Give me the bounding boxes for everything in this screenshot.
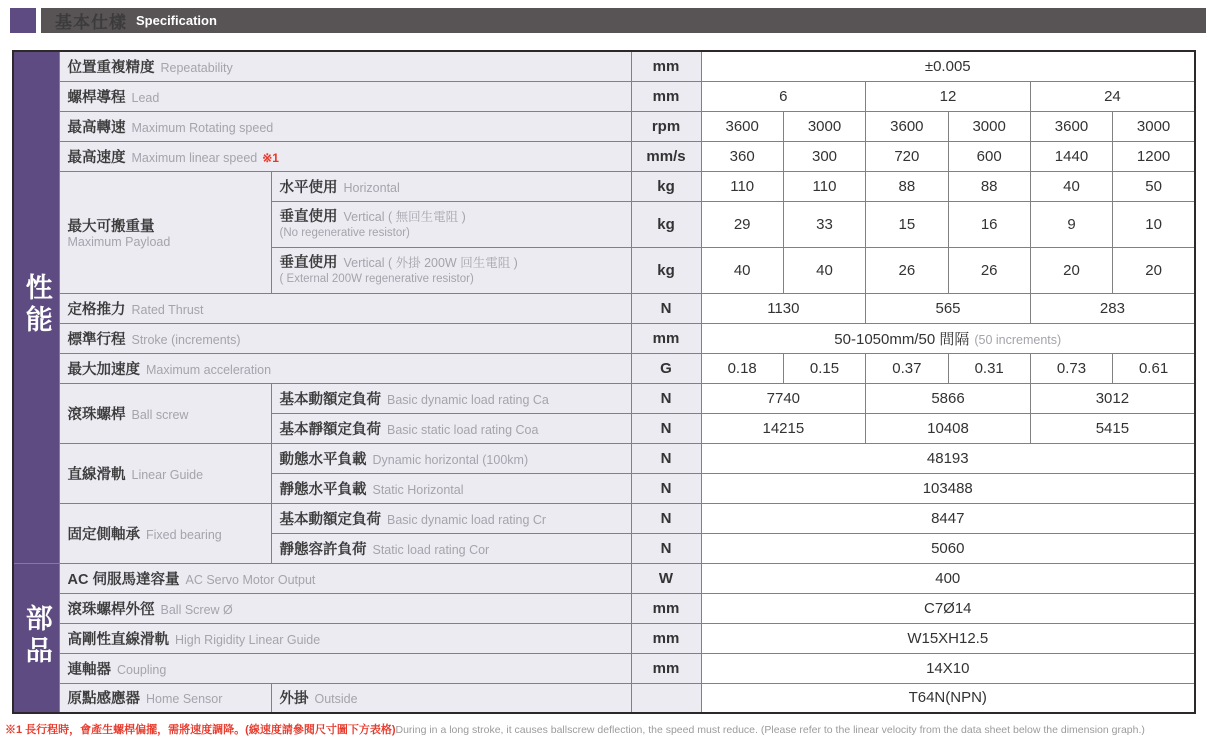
group-label-zh: 最大可搬重量	[67, 218, 155, 235]
table-row	[13, 503, 1195, 533]
unit-cell: mm	[631, 653, 701, 683]
page-title-en: Specification	[136, 13, 217, 28]
label-en: Basic dynamic load rating Ca	[387, 392, 549, 407]
label-cell	[271, 247, 631, 293]
label-cell	[59, 111, 631, 141]
value-cell: 40	[701, 247, 783, 293]
unit-cell	[631, 683, 701, 713]
label-zh: 動態水平負載	[279, 451, 367, 468]
unit-cell: G	[631, 353, 701, 383]
unit-cell: N	[631, 473, 701, 503]
label-cell	[271, 533, 631, 563]
label-cell	[271, 171, 631, 201]
unit-cell: N	[631, 383, 701, 413]
value-cell: 7740	[701, 383, 866, 413]
label-en: Dynamic horizontal (100km)	[372, 452, 529, 467]
value-cell: 103488	[701, 473, 1195, 503]
value-cell: 10408	[866, 413, 1031, 443]
label-en: Coupling	[117, 662, 167, 677]
label-cell	[59, 653, 631, 683]
label-en: Home Sensor	[146, 692, 223, 707]
label-cell	[271, 503, 631, 533]
value-cell: 283	[1030, 293, 1195, 323]
group-cell	[59, 383, 271, 443]
label-zh: 最高速度	[67, 149, 126, 166]
label-zh: 原點感應器	[67, 691, 140, 708]
accent-square	[10, 8, 36, 33]
value-cell	[701, 323, 1195, 353]
group-label-en: Ball screw	[131, 407, 189, 422]
footnote-en: During in a long stroke, it causes ballscrew deflection, the speed must reduce. (Please refer to the linear velocity from the data sheet below the dimension graph.)	[395, 724, 1145, 736]
value-cell: 15	[866, 201, 948, 247]
value-cell: T64N(NPN)	[701, 683, 1195, 713]
unit-cell: W	[631, 563, 701, 593]
table-row	[13, 623, 1195, 653]
value-cell: 400	[701, 563, 1195, 593]
table-row	[13, 443, 1195, 473]
table-row	[13, 293, 1195, 323]
label-en: Basic dynamic load rating Cr	[387, 512, 547, 527]
value-cell: ±0.005	[701, 51, 1195, 81]
group-label-en: Maximum Payload	[67, 234, 171, 249]
page-title: 基本仕樣	[55, 13, 127, 32]
value-cell: 110	[701, 171, 783, 201]
label-zh: AC 伺服馬達容量	[67, 571, 180, 588]
label-cell	[59, 353, 631, 383]
table-row	[13, 111, 1195, 141]
value-cell: 1440	[1030, 141, 1112, 171]
label-zh: 靜態水平負載	[279, 481, 367, 498]
value-cell: 3600	[1030, 111, 1112, 141]
label-en: Repeatability	[160, 60, 233, 75]
label-zh: 定格推力	[67, 301, 126, 318]
value-cell: 3000	[783, 111, 865, 141]
value-cell: 0.31	[948, 353, 1030, 383]
label-zh: 最高轉速	[67, 119, 126, 136]
label-zh: 垂直使用	[279, 255, 338, 272]
label-zh: 靜態容許負荷	[279, 541, 367, 558]
value-cell: 8447	[701, 503, 1195, 533]
value-cell: 0.15	[783, 353, 865, 383]
value-cell: 33	[783, 201, 865, 247]
unit-cell: N	[631, 503, 701, 533]
value-cell: 26	[948, 247, 1030, 293]
unit-cell: mm	[631, 323, 701, 353]
label-en: Ball Screw Ø	[160, 602, 233, 617]
label-zh: 螺桿導程	[67, 89, 126, 106]
group-cell	[59, 443, 271, 503]
label-cell	[271, 473, 631, 503]
label-zh: 滾珠螺桿外徑	[67, 601, 155, 618]
label-en: Maximum linear speed	[131, 150, 258, 165]
section-label-parts: 部品	[21, 603, 52, 668]
unit-cell: N	[631, 413, 701, 443]
label-zh: 高剛性直線滑軌	[67, 631, 169, 648]
value-cell: 14215	[701, 413, 866, 443]
value-cell: 720	[866, 141, 948, 171]
value-cell: 9	[1030, 201, 1112, 247]
unit-cell: kg	[631, 247, 701, 293]
label-en: Maximum Rotating speed	[131, 120, 274, 135]
label-cell	[271, 413, 631, 443]
value-cell: 3600	[866, 111, 948, 141]
label-en: AC Servo Motor Output	[185, 572, 316, 587]
value-cell: 40	[1030, 171, 1112, 201]
value-cell: 20	[1113, 247, 1195, 293]
value-cell: 600	[948, 141, 1030, 171]
group-cell	[59, 171, 271, 293]
section-label-performance: 性能	[21, 273, 52, 338]
label-en: Vertical ( 無回生電阻 )	[343, 210, 466, 225]
unit-cell: mm	[631, 593, 701, 623]
label-cell	[59, 683, 271, 713]
value-cell: 48193	[701, 443, 1195, 473]
table-row	[13, 51, 1195, 81]
value-cell: 3000	[948, 111, 1030, 141]
label-zh: 標準行程	[67, 331, 126, 348]
label-zh: 連軸器	[67, 661, 111, 678]
group-label-zh: 滾珠螺桿	[67, 406, 126, 423]
unit-cell: mm	[631, 623, 701, 653]
label-cell	[59, 323, 631, 353]
spec-table	[12, 50, 1196, 714]
value-cell: 0.37	[866, 353, 948, 383]
section-header-bar	[41, 8, 1206, 33]
value-cell: 1200	[1113, 141, 1195, 171]
value-cell: 40	[783, 247, 865, 293]
value-cell: 3000	[1113, 111, 1195, 141]
unit-cell: mm	[631, 51, 701, 81]
label-zh: 基本動額定負荷	[279, 391, 381, 408]
label-cell	[59, 141, 631, 171]
value-cell: 29	[701, 201, 783, 247]
section-cell-performance	[13, 51, 59, 563]
label-cell	[59, 51, 631, 81]
value-cell: 10	[1113, 201, 1195, 247]
label-en: Static Horizontal	[372, 482, 464, 497]
label-en: Maximum acceleration	[146, 362, 272, 377]
value-cell: 0.18	[701, 353, 783, 383]
label-cell	[271, 201, 631, 247]
value-cell: 16	[948, 201, 1030, 247]
value-cell: 88	[948, 171, 1030, 201]
label-en: High Rigidity Linear Guide	[175, 632, 321, 647]
label-zh: 水平使用	[279, 179, 338, 196]
footnote-ref: ※1	[262, 150, 279, 165]
unit-cell: kg	[631, 171, 701, 201]
label-cell	[59, 593, 631, 623]
value-cell: 565	[866, 293, 1031, 323]
table-row	[13, 383, 1195, 413]
value-cell: 24	[1030, 81, 1195, 111]
footnote	[5, 723, 1203, 738]
value-cell: 0.73	[1030, 353, 1112, 383]
label-en2: ( External 200W regenerative resistor)	[279, 273, 474, 286]
group-label-en: Fixed bearing	[146, 527, 222, 542]
value-cell: 5060	[701, 533, 1195, 563]
sublabel-cell	[271, 683, 631, 713]
footnote-zh: ※1 長行程時，會產生螺桿偏擺，需將速度調降。(線速度請參閱尺寸圖下方表格)	[5, 724, 396, 736]
unit-cell: mm/s	[631, 141, 701, 171]
label-zh: 最大加速度	[67, 361, 140, 378]
section-cell-parts	[13, 563, 59, 713]
label-zh: 垂直使用	[279, 209, 338, 226]
label-cell	[59, 293, 631, 323]
label-cell	[59, 563, 631, 593]
table-row	[13, 141, 1195, 171]
value-cell: 50	[1113, 171, 1195, 201]
section-header	[10, 8, 1206, 33]
label-en: Stroke (increments)	[131, 332, 241, 347]
group-label-zh: 直線滑軌	[67, 466, 126, 483]
label-zh: 基本動額定負荷	[279, 511, 381, 528]
value-cell: 360	[701, 141, 783, 171]
value-cell: W15XH12.5	[701, 623, 1195, 653]
table-row	[13, 653, 1195, 683]
value-cell: 5866	[866, 383, 1031, 413]
table-row	[13, 81, 1195, 111]
table-row	[13, 563, 1195, 593]
unit-cell: kg	[631, 201, 701, 247]
unit-cell: N	[631, 443, 701, 473]
group-label-zh: 固定側軸承	[67, 526, 140, 543]
unit-cell: N	[631, 533, 701, 563]
value-cell: C7Ø14	[701, 593, 1195, 623]
label-cell	[59, 623, 631, 653]
value-cell: 14X10	[701, 653, 1195, 683]
group-cell	[59, 503, 271, 563]
label-en: Vertical ( 外掛 200W 回生電阻 )	[343, 256, 518, 271]
label-en: Horizontal	[343, 180, 400, 195]
stroke-value-sub: (50 increments)	[974, 332, 1062, 347]
label-en: Static load rating Cor	[372, 542, 490, 557]
value-cell: 12	[866, 81, 1031, 111]
value-cell: 3012	[1030, 383, 1195, 413]
value-cell: 0.61	[1113, 353, 1195, 383]
stroke-value: 50-1050mm/50 間隔	[834, 330, 970, 348]
value-cell: 6	[701, 81, 866, 111]
unit-cell: N	[631, 293, 701, 323]
sublabel-en: Outside	[314, 692, 358, 707]
sublabel-zh: 外掛	[279, 691, 309, 708]
table-row	[13, 593, 1195, 623]
table-row	[13, 171, 1195, 201]
label-en: Lead	[131, 90, 160, 105]
group-label-en: Linear Guide	[131, 467, 204, 482]
table-row	[13, 683, 1195, 713]
label-cell	[271, 383, 631, 413]
value-cell: 110	[783, 171, 865, 201]
label-en: Basic static load rating Coa	[387, 422, 539, 437]
value-cell: 300	[783, 141, 865, 171]
value-cell: 1130	[701, 293, 866, 323]
table-row	[13, 323, 1195, 353]
value-cell: 5415	[1030, 413, 1195, 443]
label-en: Rated Thrust	[131, 302, 204, 317]
label-en2: (No regenerative resistor)	[279, 227, 410, 240]
value-cell: 88	[866, 171, 948, 201]
table-row	[13, 353, 1195, 383]
label-zh: 基本靜額定負荷	[279, 421, 381, 438]
label-cell	[59, 81, 631, 111]
value-cell: 26	[866, 247, 948, 293]
unit-cell: rpm	[631, 111, 701, 141]
value-cell: 20	[1030, 247, 1112, 293]
unit-cell: mm	[631, 81, 701, 111]
value-cell: 3600	[701, 111, 783, 141]
label-zh: 位置重複精度	[67, 59, 155, 76]
label-cell	[271, 443, 631, 473]
